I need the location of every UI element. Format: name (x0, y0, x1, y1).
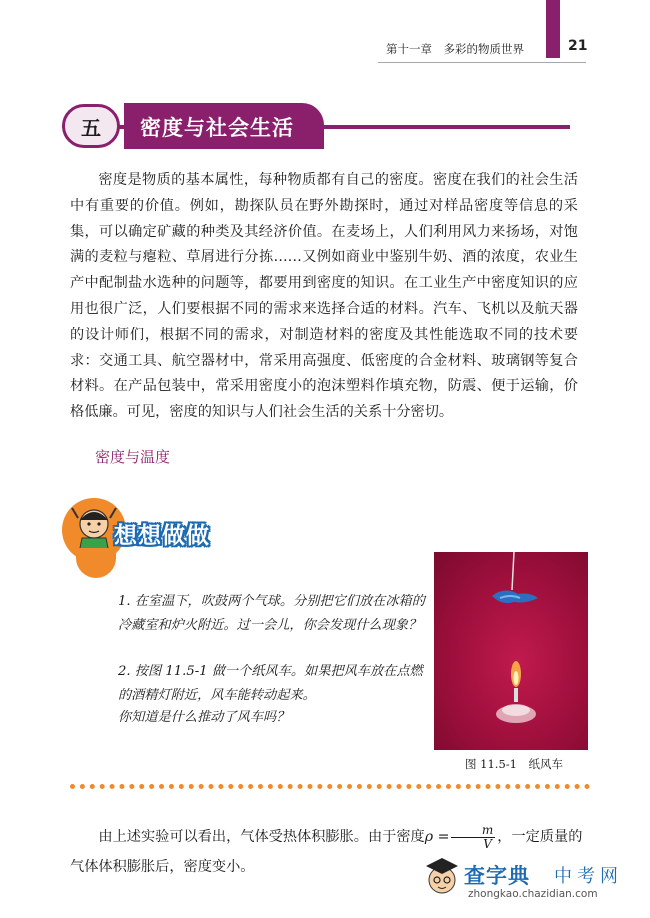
body-paragraph: 密度是物质的基本属性，每种物质都有自己的密度。密度在我们的社会生活中有重要的价值。例如，勘探队员在野外勘探时，通过对样品密度等信息的采集，可以确定矿藏的种类及其经济价值。在麦场上，人们利用风力来扬场，对饱满的麦粒与瘪粒、草屑进行分拣……又例如商业中鉴别牛奶、酒的浓度，农业生产中配制盐水选种的问题等，都要用到密度的知识。在工业生产中密度知识的应用也很广泛，人们要根据不同的需求来选择合适的材料。汽车、飞机以及航天器的设计师们，根据不同的需求，对制造材料的密度及其性能选取不同的技术要求：交通工具、航空器材中，常采用高强度、低密度的合金材料、玻璃钢等复合材料。在产品包装中，常采用密度小的泡沫塑料作填充物，防震、便于运输，价格低廉。可见，密度的知识与人们社会生活的关系十分密切。 (70, 172, 578, 421)
page-number: 21 (568, 38, 588, 54)
section-title: 密度与社会生活 (140, 116, 294, 140)
formula-denominator: V (483, 836, 492, 851)
think-do-title: 想想做做 (114, 523, 210, 549)
header-rule (378, 62, 586, 63)
question-2: 2. 按图 11.5-1 做一个纸风车。如果把风车放在点燃的酒精灯附近，风车能转动起来。 (118, 664, 423, 703)
watermark-mascot-icon (420, 854, 464, 898)
conclusion-text-b: ，一定质量的 (497, 829, 583, 845)
question-1: 1. 在室温下，吹鼓两个气球。分别把它们放在冰箱的冷藏室和炉火附近。过一会儿，你会发现什么现象？ (118, 594, 425, 633)
section-number: 五 (81, 115, 101, 140)
header-color-bar (546, 0, 560, 58)
chapter-header: 第十一章 多彩的物质世界 (386, 42, 524, 56)
formula-numerator: m (451, 824, 495, 838)
watermark-logo (464, 860, 646, 890)
question-3: 你知道是什么推动了风车吗？ (118, 710, 290, 725)
watermark-logo-text-2: 中考网 (554, 866, 623, 887)
conclusion-line-2: 气体体积膨胀后，密度变小。 (70, 859, 255, 875)
paper-windmill-photo (434, 552, 588, 750)
conclusion-text-a: 由上述实验可以看出，气体受热体积膨胀。由于密度 (98, 829, 425, 845)
conclusion-line-1 (70, 822, 590, 852)
windmill-flame-image (434, 552, 588, 750)
figure-caption: 图 11.5-1 纸风车 (465, 757, 563, 771)
section-number-badge (62, 104, 120, 148)
subheading-density-temperature: 密度与温度 (95, 448, 171, 466)
density-formula-fraction (451, 824, 495, 851)
watermark-url: zhongkao.chazidian.com (468, 888, 598, 900)
formula-lhs: ρ = (424, 829, 450, 845)
graduate-cap-icon (420, 854, 464, 898)
dotted-divider (70, 784, 590, 789)
think-do-mascot-base (76, 548, 116, 578)
watermark-logo-text: 查字典 (464, 864, 530, 888)
